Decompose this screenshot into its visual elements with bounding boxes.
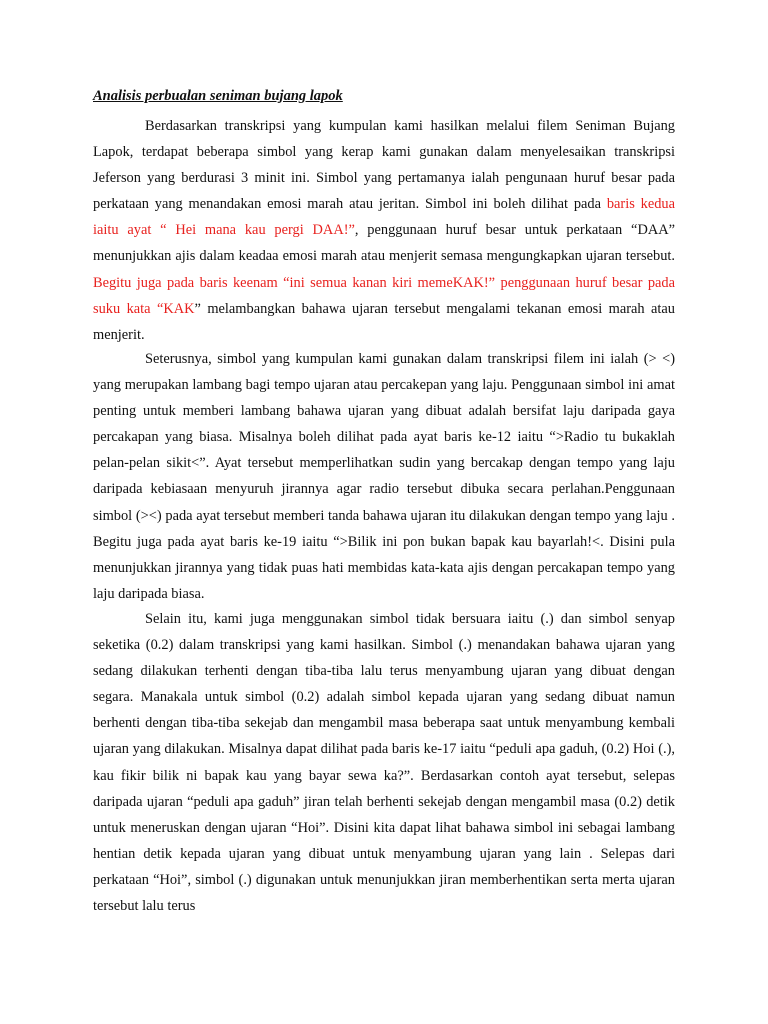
paragraph-1-text-a: Berdasarkan transkripsi yang kumpulan kami hasilkan melalui filem Seniman Bujang Lapok, terdapat beberapa simbol yang kerap kami gunakan dalam menyelesaikan transkripsi Jeferson yang berdurasi 3 minit ini. Simbol yang pertamanya ialah pengunaan huruf besar pada perkataan yang menandakan emosi marah atau jeritan. Simbol ini boleh dilihat pada xyxy=(93,118,675,213)
document-title: Analisis perbualan seniman bujang lapok xyxy=(93,88,343,104)
paragraph-1-text-b: , penggunaan huruf besar untuk perkataan “DAA” menunjukkan ajis dalam keadaa emosi marah atau menjerit semasa mengungkapkan ujaran tersebut. xyxy=(93,222,676,265)
paragraph-1-highlight-b: Begitu juga pada baris keenam “ini semua kanan kiri memeKAK!” penggunaan huruf besar pada suku kata “KAK xyxy=(93,274,675,317)
paragraph-1-highlight-a: baris kedua iaitu ayat “ Hei mana kau pergi DAA!” xyxy=(93,196,676,239)
paragraph-1 xyxy=(93,113,675,348)
paragraph-3: Selain itu, kami juga menggunakan simbol tidak bersuara iaitu (.) dan simbol senyap seketika (0.2) dalam transkripsi yang kami hasilkan. Simbol (.) menandakan bahawa ujaran yang sedang dilakukan terhenti dengan tiba-tiba lalu terus menyambung ujaran yang dibuat dengan segara. Manakala untuk simbol (0.2) adalah simbol kepada ujaran yang sedang dibuat namun berhenti dengan tiba-tiba sekejab dan mengambil masa beberapa saat untuk menyambung kembali ujaran yang dilakukan. Misalnya dapat dilihat pada baris ke-17 iaitu “peduli apa gaduh, (0.2) Hoi (.), kau fikir bilik ni bapak kau yang bayar sewa ka?”. Berdasarkan contoh ayat tersebut, selepas daripada ujaran “peduli apa gaduh” jiran telah berhenti sekejab dengan mengambil masa (0.2) detik untuk meneruskan dengan ujaran “Hoi”. Disini kita dapat lihat bahawa simbol ini sebagai lambang hentian detik kepada ujaran yang dibuat untuk menyambung ujaran yang lain . Selepas dari perkataan “Hoi”, simbol (.) digunakan untuk menunjukkan jiran memberhentikan serta merta ujaran tersebut lalu terus xyxy=(93,611,675,915)
paragraph-2: Seterusnya, simbol yang kumpulan kami gunakan dalam transkripsi filem ini ialah (> <) yang merupakan lambang bagi tempo ujaran atau percakepan yang laju. Penggunaan simbol ini amat penting untuk memberi lambang bahawa ujaran yang dibuat adalah bersifat laju daripada gaya percakapan yang biasa. Misalnya boleh dilihat pada ayat baris ke-12 iaitu “>Radio tu bukaklah pelan-pelan sikit<”. Ayat tersebut memperlihatkan sudin yang bercakap dengan tempo yang laju daripada kebiasaan menyuruh jirannya agar radio tersebut dibuka secara perlahan.Penggunaan simbol (><) pada ayat tersebut memberi tanda bahawa ujaran itu dilakukan dengan tempo yang laju . Begitu juga pada ayat baris ke-19 iaitu “>Bilik ini pon bukan bapak kau bayarlah!<. Disini pula menunjukkan jirannya yang tidak puas hati membidas kata-kata ajis dengan percakapan tempo yang laju daripada biasa. xyxy=(93,351,675,602)
paragraph-1-text-c: ” melambangkan bahawa ujaran tersebut mengalami tekanan emosi marah atau menjerit. xyxy=(93,300,675,343)
